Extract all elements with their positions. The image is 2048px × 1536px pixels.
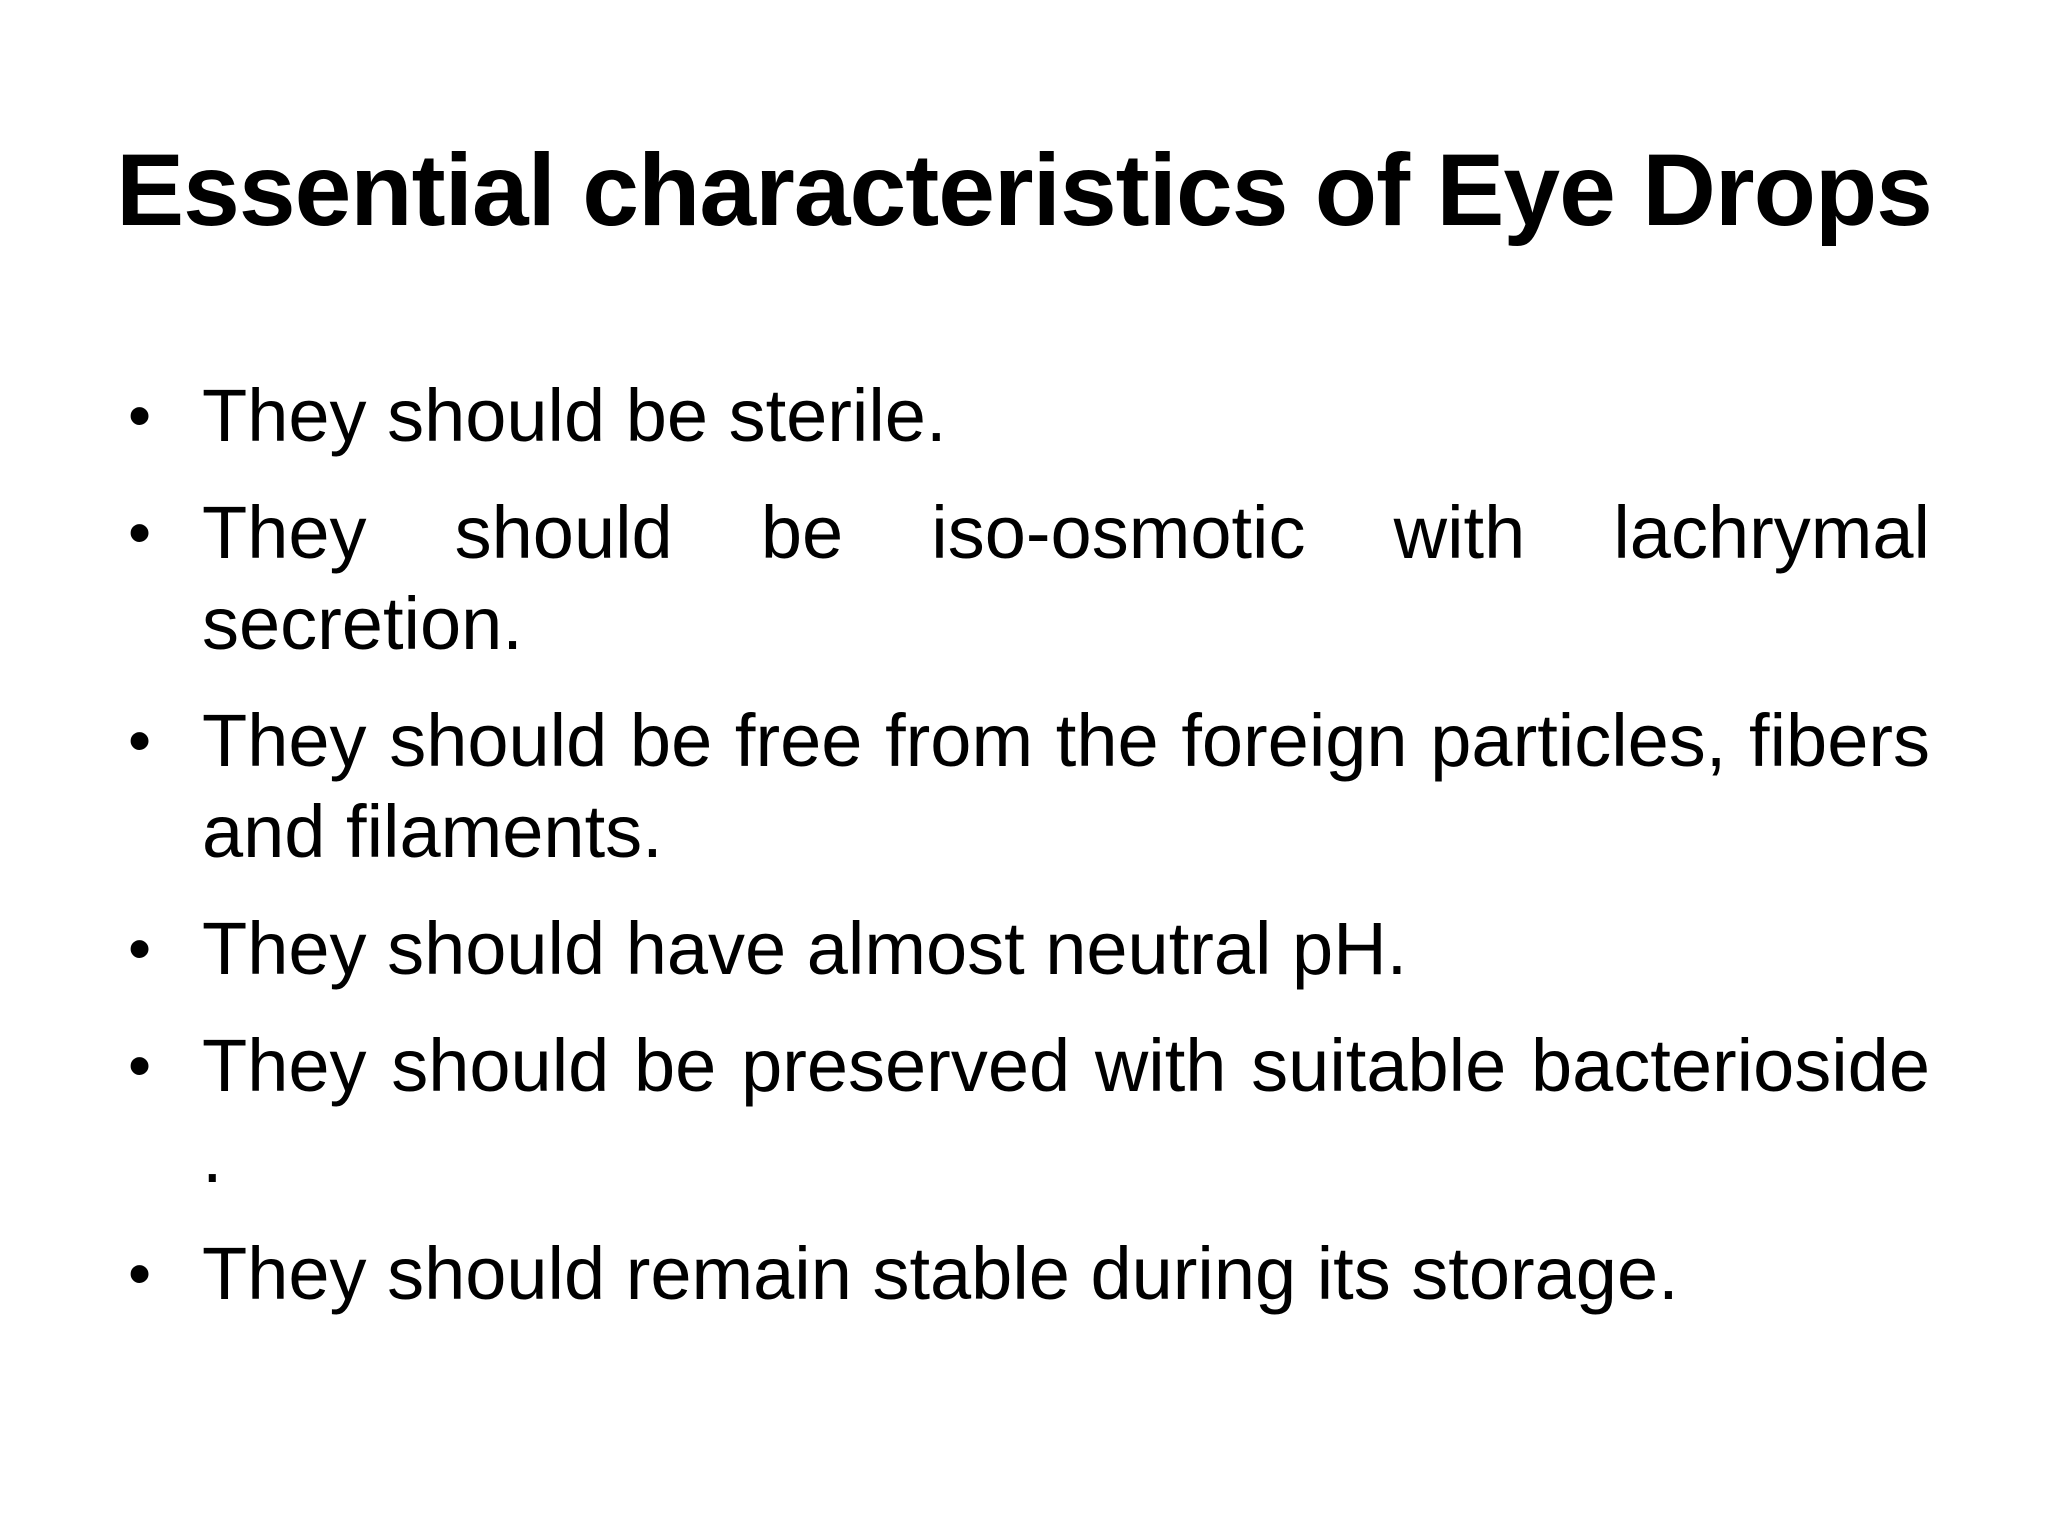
bullet-item-iso-osmotic: • They should be iso-osmotic with lachrymal secretion. [120,487,1930,669]
bullet-item-sterile: • They should be sterile. [120,370,1930,461]
bullet-item-neutral-ph: • They should have almost neutral pH. [120,903,1930,994]
slide-title: Essential characteristics of Eye Drops [116,133,1932,247]
bullet-list [120,370,1930,1345]
bullet-item-stable-storage: • They should remain stable during its storage. [120,1228,1930,1319]
bullet-item-preserved: • They should be preserved with suitable bacterioside . [120,1020,1930,1202]
bullet-item-foreign-particles: • They should be free from the foreign particles, fibers and filaments. [120,695,1930,877]
